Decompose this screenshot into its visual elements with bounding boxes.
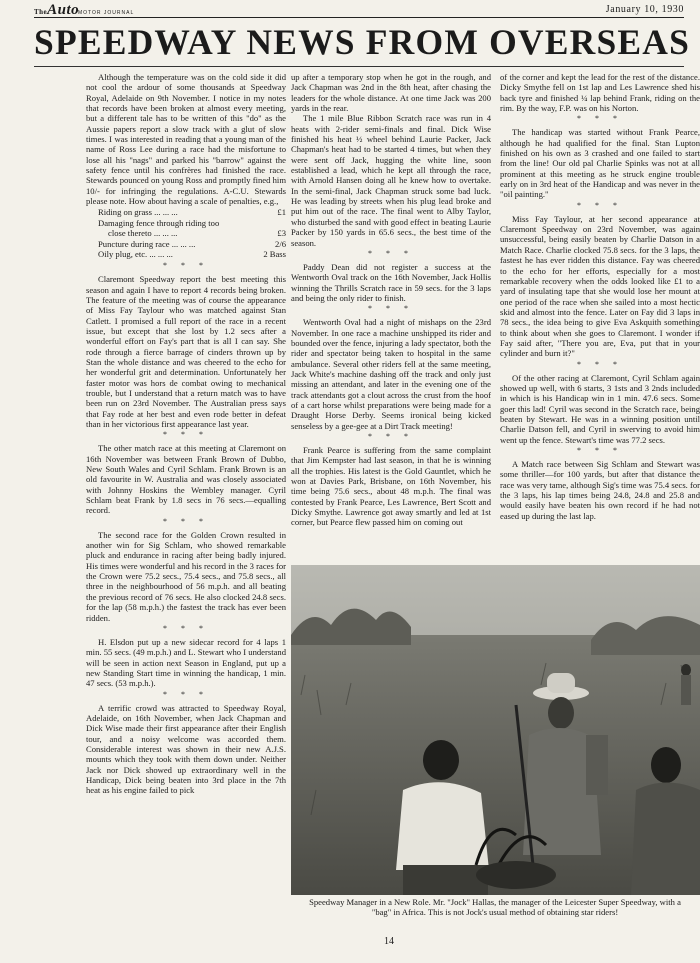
penalty-item: Riding on grass ... ... ... [98, 207, 178, 218]
issue-date: January 10, 1930 [605, 4, 684, 15]
photo-caption: Speedway Manager in a New Role. Mr. "Jock" Hallas, the manager of the Leicester Super Speedway, with a "bag" in Africa. This is not Jock's usual method of obtaining star riders! [309, 897, 681, 918]
penalty-fine: £1 [277, 207, 286, 218]
paragraph: A terrific crowd was attracted to Speedway Royal, Adelaide, on 16th November, when Jack Chapman and Dick Wise made their first appearance after their English tour, and a noisy welcome was accorded them. Considerable interest was shown in their new A.J.S. mounts which they took with them down under. Neither Jack nor Dick showed up extraordinary well in the Handicap, Dick being beaten into 3rd place in the 7th heat as his engine failed to pick [86, 702, 286, 796]
headline-rule [34, 66, 684, 67]
masthead [34, 2, 684, 16]
section-separator: * * * [577, 200, 623, 210]
page-headline: SPEEDWAY NEWS FROM OVERSEAS [34, 22, 691, 62]
paragraph: The handicap was started without Frank Pearce, although he had qualified for the final. Stan Lupton finished on his own as 3 crashed and one failed to start from the line! Our old pal Charlie Spinks was not at all prominent at this meeting as he struck engine trouble early on in 3rd heat of the Handicap and was never in the "oil painting." [500, 127, 700, 200]
distant-figure [681, 664, 691, 705]
penalty-row [86, 218, 286, 228]
paragraph: of the corner and kept the lead for the rest of the distance. Dicky Smythe fell on 1st lap and Les Lawrence shed his back tyre and finished ¼ lap behind Frank, riding on the rim. By the way, F.P. was on his Norton. [500, 72, 700, 114]
paragraph: Miss Fay Taylour, at her second appearance at Claremont Speedway on 23rd November, was again unsuccessful, being easily beaten by Charlie Datson in a Match Race. Charlie clocked 75.8 secs. for the 3 laps, the fastest he has ever ridden this distance. Fay was cheered to the echo for her efforts, especially for a most remarkable recovery when the odds looked like £1 to a yard of insulating tape that she would lose her mount at one period of the race when she sailed into a most hectic skid and almost into the fence. Later on Fay did 3 laps in 78 secs., the idea being to give Eva Askquith something to think about when she goes to Claremont. I wonder if Fay said after, "There you are, Eva, put that in your cylinder and burn it?" [500, 213, 700, 359]
penalty-row [86, 207, 286, 217]
penalty-row [86, 239, 286, 249]
penalty-item: Damaging fence through riding too [98, 217, 220, 228]
section-separator: * * * [577, 114, 623, 124]
paragraph: Claremont Speedway report the best meeting this season and again I have to report 4 records being broken. The feature of the meeting was of course the appearance of Miss Fay Taylour who was matched against Stan Catlett. I promised a full report of the race in a recent issue, but except that she lost by 1.2 secs after a wonderful effort on Fay's part that is all I can say. She rode through a fierce barrage of cinders thrown up by Stan the whole distance and was cheered to the echo for her wonderful grit and determination. Unfortunately her faster motor was hors de combat owing to mechanical trouble, but I understand that a return match was to have been run on 23rd November. The Australian press says that Fay rode at her best and even rode better in defeat than in her victorious first appearance last year. [86, 274, 286, 429]
paragraph: Frank Pearce is suffering from the same complaint that Jim Kempster had last season, in that he is winning all the trophies. His latest is the Gold Gauntlet, which he won at Davies Park, Brisbane, on 16th November, his time being 75.6 secs., about 48 m.p.h. The final was contested by Frank Pearce, Les Lawrence, Bert Scott and Dicky Smythe. Lawrence got away smartly and led at 1st corner, but Pearce flew passed him on coming out [291, 445, 491, 528]
paragraph: Of the other racing at Claremont, Cyril Schlam again showed up well, with 6 starts, 3 1sts and 3 2nds included in which is his Handicap win in 1 min. 47.6 secs. Some goer this lad! Cyril was second in the Scratch race, being beaten by Stewart. He was in a winning position until Charlie Datson fell, and Cyril in swerving to avoid him went up the fence. Stewart's time was 77.2 secs. [500, 372, 700, 445]
section-separator: * * * [163, 689, 209, 699]
penalty-item: Oily plug, etc. ... ... ... [98, 248, 173, 259]
section-separator: * * * [577, 446, 623, 455]
section-separator: * * * [163, 623, 209, 633]
penalty-item: Puncture during race ... ... ... [98, 238, 196, 249]
article-column-2 [291, 72, 491, 528]
section-separator: * * * [163, 261, 209, 271]
paragraph: Wentworth Oval had a night of mishaps on the 23rd November. In one race a machine unshipped its rider and bounded over the fence, injuring a lady spectator, both the rider and spectator being taken to hospital in the same ambulance. Several other riders fell at the same meeting, Jack White's machine dashing off the track and only just missing an attendant, and later in the evening one of the track attendants got a clout across the crust from the hoof of a cart horse whilst preparations were being made for a Draught Horse Derby. Seems ironical being kicked senseless by a gee-gee at a Dirt Track meeting! [291, 317, 491, 431]
paragraph: H. Elsdon put up a new sidecar record for 4 laps 1 min. 55 secs. (49 m.p.h.) and L. Stewart who I understand will be seen in action next Season in England, put up a new Standing Start time in winning the handicap, 1 min. 47 secs. (53 m.p.h.). [86, 636, 286, 689]
paragraph: The 1 mile Blue Ribbon Scratch race was run in 4 heats with 2-rider semi-finals and final. Dick Wise finished his heat ½ wheel behind Laurie Packer, Jack Chapman's heat had to be started 4 times, but when they were sent off Jack, hugging the white line, soon established a lead, which he kept all through the race, with Arnold Hansen doing all he knew how to overtake. In the semi-final, Jack Chapman struck some bad luck. He was leading by streets when his plug lead broke and put him out of the race. The final went to Alby Taylor, who disturbed the sand with good effect in beating Laurie Packer by 150 yards in 65.6 secs., the best time of the season. [291, 113, 491, 248]
section-separator: * * * [163, 516, 209, 526]
section-separator: * * * [163, 430, 209, 440]
penalty-row [86, 228, 286, 238]
masthead-rule [34, 17, 684, 18]
paragraph: The second race for the Golden Crown resulted in another win for Sig Schlam, who showed remarkable pluck and endurance in racing after being badly injured. His times were wonderful and his record in the 3 races for the Crown were 75.2 secs., 75.4 secs., and 75.8 secs., all three in the neighbourhood of 56 m.p.h. and all beating the previous record of 76 secs. He also clocked 24.8 secs. for the lap (58 m.p.h.) the fastest the track has ever been ridden. [86, 529, 286, 623]
masthead-subtitle: MOTOR JOURNAL [78, 10, 135, 16]
penalty-row [86, 249, 286, 259]
logo-prefix: The [34, 8, 48, 16]
paragraph: Paddy Dean did not register a success at the Wentworth Oval track on the 16th November, Jack Hollis winning the Thrills Scratch race in 59 secs. for the 3 laps and being the only rider to finish. [291, 261, 491, 303]
section-separator: * * * [368, 304, 414, 314]
article-column-3 [500, 72, 700, 521]
section-separator: * * * [368, 432, 414, 441]
logo-text: Auto [47, 2, 80, 18]
page-number: 14 [384, 936, 394, 947]
penalty-item: close thereto ... ... ... [108, 228, 178, 239]
paragraph: The other match race at this meeting at Claremont on 16th November was between Frank Brown of Dubbo, New South Wales and Cyril Schlam. Frank Brown is an old favourite in W. Australia and was closely associated with Johnny Hoskins the Wembley manager. Cyril Schlam beat Frank by 1.8 secs in 76 secs.—equalling record. [86, 443, 286, 516]
section-separator: * * * [368, 248, 414, 258]
penalty-fine: £3 [277, 228, 286, 239]
penalty-fine: 2 Bass [263, 248, 286, 259]
paragraph: A Match race between Sig Schlam and Stewart was some thriller—for 100 yards, but after that distance the race was very tame, although Sig's time was 75.4 secs. for the 3 laps, his lap times being 24.8, 24.8 and 25.8 and would easily have beaten his own record if he had not eased up during the last lap. [500, 459, 700, 521]
safari-photograph [291, 565, 700, 895]
article-column-1 [86, 72, 286, 796]
section-separator: * * * [577, 359, 623, 369]
penalty-fine: 2/6 [275, 238, 286, 249]
penalty-scale-list [86, 207, 286, 259]
paragraph: Although the temperature was on the cold side it did not cool the ardour of some thousands at Speedway Royal, Adelaide on 9th November. I notice in my notes that records have been broken at almost every meeting, but a different tale has to be written of this "do" as the Aussie papers report a slow track with a glut of slow times. I was interested in reading that a young man of the name of Ross Lee during a race had the misfortune to lose all his "nags" and parked his "barrow" against the safety fence until his confrères had finished the race. Stewards pounced on young Ross and promptly fined him 10/- for infringing the regulations. A-C.U. Stewards please note. How about having a scale of penalties, e.g., [86, 72, 286, 207]
photo-illustration [291, 565, 700, 895]
paragraph: up after a temporary stop when he got in the rough, and Jack Chapman was 2nd in the 8th heat, after chasing the leaders for the whole distance. At one time Jack was 200 yards in the rear. [291, 72, 491, 114]
